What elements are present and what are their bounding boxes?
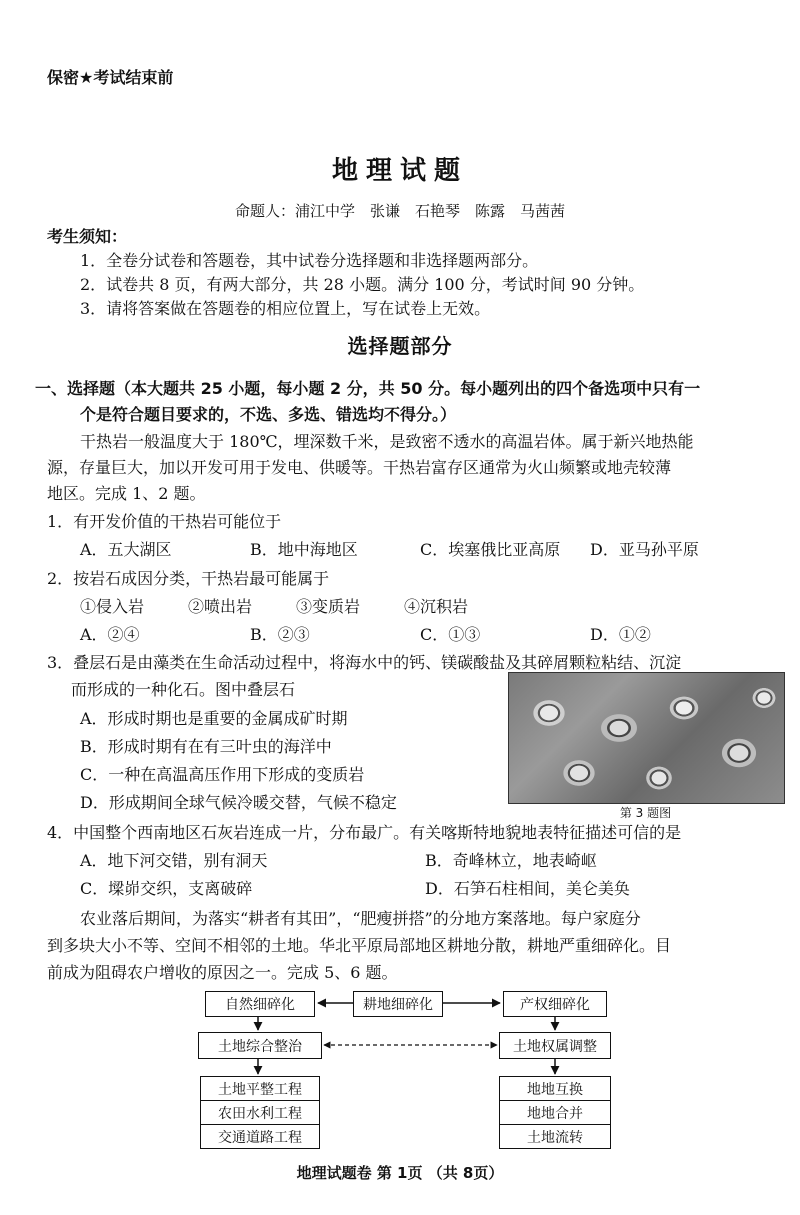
confidential-label: 保密★考试结束前 (47, 68, 174, 87)
q3-option-c: C．一种在高温高压作用下形成的变质岩 (80, 765, 365, 784)
q4-option-a: A．地下河交错，别有洞天 (80, 851, 268, 870)
diagram-left-list-item: 土地平整工程 (200, 1076, 320, 1101)
passage2-line: 到多块大小不等、空间不相邻的土地。华北平原局部地区耕地分散，耕地严重细碎化。目 (47, 936, 672, 955)
q2-item-2: ②喷出岩 (188, 597, 253, 616)
authors: 命题人：浦江中学 张谦 石艳琴 陈露 马茜茜 (234, 202, 565, 220)
diagram-right-list-item: 地地互换 (499, 1076, 611, 1101)
diagram-tenure-adjustment: 土地权属调整 (499, 1032, 611, 1059)
q2-option-d: D．①② (590, 625, 651, 644)
q1-stem: 1．有开发价值的干热岩可能位于 (47, 512, 282, 531)
q4-stem: 4．中国整个西南地区石灰岩连成一片，分布最广。有关喀斯特地貌地表特征描述可信的是 (47, 823, 682, 842)
passage1-line: 地区。完成 1、2 题。 (47, 484, 206, 503)
section-title: 选择题部分 (347, 334, 453, 358)
diagram-right-list-item: 土地流转 (499, 1124, 611, 1149)
q3-option-d: D．形成期间全球气候冷暖交替，气候不稳定 (80, 793, 397, 812)
q4-option-c: C．墚峁交织，支离破碎 (80, 879, 253, 898)
q2-item-1: ①侵入岩 (80, 597, 145, 616)
instruction-item: 1．全卷分试卷和答题卷，其中试卷分选择题和非选择题两部分。 (80, 251, 539, 270)
passage2-line: 前成为阻碍农户增收的原因之一。完成 5、6 题。 (47, 963, 398, 982)
passage2-line: 农业落后期间，为落实“耕者有其田”，“肥瘦拼搭”的分地方案落地。每户家庭分 (80, 909, 641, 928)
q4-option-b: B．奇峰林立，地表崎岖 (425, 851, 597, 870)
page-title: 地理试题 (331, 156, 468, 186)
q1-option-d: D．亚马孙平原 (590, 540, 699, 559)
diagram-land-consolidation: 土地综合整治 (198, 1032, 322, 1059)
q1-option-c: C．埃塞俄比亚高原 (420, 540, 561, 559)
diagram-right-list-item: 地地合并 (499, 1100, 611, 1125)
q3-option-b: B．形成时期有在有三叶虫的海洋中 (80, 737, 332, 756)
part-one-line2: 个是符合题目要求的，不选、多选、错选均不得分。） (80, 405, 457, 424)
instruction-item: 3．请将答案做在答题卷的相应位置上，写在试卷上无效。 (80, 299, 491, 318)
q2-option-b: B．②③ (250, 625, 310, 644)
figure-caption: 第 3 题图 (619, 806, 672, 820)
diagram-left-list-item: 交通道路工程 (200, 1124, 320, 1149)
page-footer: 地理试题卷 第 1页 （共 8页） (296, 1164, 504, 1182)
passage1-line: 干热岩一般温度大于 180℃，埋深数千米，是致密不透水的高温岩体。属于新兴地热能 (80, 432, 694, 451)
part-one-line1: 一、选择题（本大题共 25 小题，每小题 2 分，共 50 分。每小题列出的四个备选项中只有一 (35, 379, 701, 398)
q3-option-a: A．形成时期也是重要的金属成矿时期 (80, 709, 348, 728)
q2-item-3: ③变质岩 (296, 597, 361, 616)
q2-option-a: A．②④ (80, 625, 140, 644)
q1-option-b: B．地中海地区 (250, 540, 358, 559)
q1-option-a: A．五大湖区 (80, 540, 172, 559)
diagram-property-fragmentation: 产权细碎化 (503, 991, 607, 1017)
instructions-heading: 考生须知： (47, 227, 128, 246)
passage1-line: 源，存量巨大，加以开发可用于发电、供暖等。干热岩富存区通常为火山频繁或地壳较薄 (47, 458, 672, 477)
q2-stem: 2．按岩石成因分类，干热岩最可能属于 (47, 569, 330, 588)
q3-stem-line2: 而形成的一种化石。图中叠层石 (71, 680, 296, 699)
instruction-item: 2．试卷共 8 页，有两大部分，共 28 小题。满分 100 分，考试时间 90 分钟。 (80, 275, 645, 294)
q4-option-d: D．石笋石柱相间，美仑美奂 (425, 879, 630, 898)
diagram-center-fragmentation: 耕地细碎化 (353, 991, 443, 1017)
diagram-natural-fragmentation: 自然细碎化 (205, 991, 315, 1017)
q2-item-4: ④沉积岩 (404, 597, 469, 616)
diagram-left-list-item: 农田水利工程 (200, 1100, 320, 1125)
q3-stem-line1: 3．叠层石是由藻类在生命活动过程中，将海水中的钙、镁碳酸盐及其碎屑颗粒粘结、沉淀 (47, 653, 682, 672)
q2-option-c: C．①③ (420, 625, 481, 644)
